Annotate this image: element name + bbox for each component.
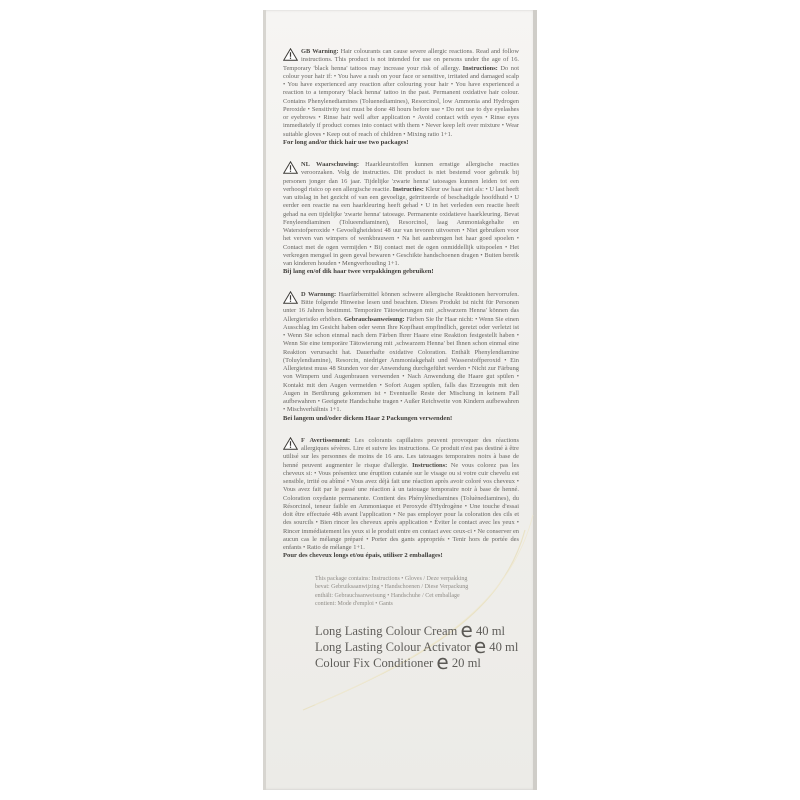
- warning-triangle-icon: [283, 291, 298, 304]
- estimated-sign: e: [460, 617, 473, 642]
- package-panel: [263, 10, 537, 790]
- product-list: [283, 617, 519, 674]
- language-code: GB: [301, 48, 311, 55]
- warning-section-d: [283, 291, 519, 423]
- product-name: Long Lasting Colour Cream: [315, 623, 458, 638]
- language-code: D: [301, 290, 306, 298]
- product-line: [315, 617, 519, 642]
- estimated-sign: e: [473, 633, 487, 658]
- warning-title: Avertissement:: [309, 436, 351, 444]
- warning-triangle-icon: [283, 437, 298, 450]
- warning-title: Waarschuwing:: [316, 161, 359, 169]
- warning-text: Les colorants capillaires peuvent provoquer des réactions allergiques sévères. Lire et suivre les instructions. Ce produit n'est pas destiné à être utilisé sur les personnes de moins de 16 ans. Les tatouages temporaires noirs à base de henné peuvent augmenter le risque d'allergie.: [283, 436, 519, 469]
- language-code: F: [301, 436, 305, 444]
- package-contents-line: contient: Mode d'emploi • Gants: [315, 601, 393, 608]
- panel-right-edge: [533, 10, 537, 790]
- product-volume: 40 ml: [475, 623, 506, 638]
- warnings-content: [283, 48, 519, 674]
- warning-section-nl: [283, 161, 519, 277]
- package-advice: For long and/or thick hair use two packages!: [283, 138, 409, 146]
- warning-paragraph: [283, 161, 519, 268]
- instructions-text: Do not colour your hair if: • You have a rash on your face or sensitive, irritated and damaged scalp • You have experienced any reaction after colouring your hair • You have experienced a reaction to a temporary 'black henna' tattoo in the past. Permanent oxidative hair colour. Contains Phenylenediamines (Toluenediamines), Resorcinol, low Ammonia and Hydrogen Peroxide • Sensitivity test must be done 48 hours before use • Do not use to dye eyelashes or eyebrows • Rinse hair well after application • Avoid contact with eyes • Rinse eyes immediately if product comes into contact with them • Never keep left over mixture • Wear suitable gloves • Keep out of reach of children • Mixing ratio 1+1.: [283, 64, 519, 138]
- instructions-title: Instructies:: [392, 185, 424, 193]
- package-contents: [283, 575, 519, 609]
- instructions-title: Instructions:: [412, 461, 448, 469]
- estimated-sign: e: [436, 649, 449, 674]
- instructions-text: Ne vous colorez pas les cheveux si: • Vous présentez une éruption cutanée sur le visage ou si votre cuir chevelu est sensible, irrité ou abîmé • Vous avez déjà fait une réaction après avoir coloré vos cheveux • Vous avez fait par le passé une réaction à un tatouage temporaire noir à base de henné. Coloration oxydante permanente. Contient des Phénylènediamines (Toluènediamines), du Résorcinol, teneur faible en Ammoniaque et Peroxyde d'Hydrogène • Une touche d'essai doit être effectuée 48h avant l'application • Ne pas employer pour la coloration des cils et des sourcils • Bien rincer les cheveux après application • Éviter le contact avec les yeux • Rincer immédiatement les yeux si le produit entre en contact avec ceux-ci • Ne conserver en aucun cas le mélange préparé • Porter des gants appropriés • Tenir hors de portée des enfants • Ratio de mélange 1+1.: [283, 461, 519, 552]
- warning-section-f: [283, 437, 519, 561]
- product-name: Colour Fix Conditioner: [315, 655, 434, 670]
- warning-triangle-icon: [283, 161, 298, 174]
- package-contents-line: enthält: Gebrauchsanweisung • Handschuhe / Cet emballage: [315, 592, 460, 599]
- package-contents-line: bevat: Gebruiksaanwijzing • Handschoenen / Diese Verpackung: [315, 584, 469, 591]
- instructions-text: Kleur uw haar niet als: • U last heeft van uitslag in het gezicht of van een gevoelige, geïrriteerde of beschadigde hoofdhuid • U eerder een reactie na een haarkleuring heeft gehad • U in het verleden een reactie heeft gehad na een tijdelijke 'zwarte henna' tatoeage. Permanente oxidatieve haarkleuring. Bevat Fenyleendiaminen (Tolueendiaminen), Resorcinol, laag Ammoniakgehalte en Waterstofperoxide • Gevoeligheidstest 48 uur van tevoren uitvoeren • Niet gebruiken voor het verven van wimpers of wenkbrauwen • Na het aanbrengen het haar goed spoelen • Contact met de ogen vermijden • Bij contact met de ogen onmiddellijk uitspoelen • Het verkregen mengsel in geen geval bewaren • Geschikte handschoenen dragen • Buiten bereik van kinderen houden • Mengverhouding 1+1.: [283, 185, 519, 268]
- product-volume: 20 ml: [451, 655, 481, 670]
- product-line: [315, 649, 519, 674]
- warning-text: Haarkleurstoffen kunnen ernstige allergische reacties veroorzaken. Volg de instructies. Dit product is niet bestemd voor gebruik bij personen jonger dan 16 jaar. Tijdelijke 'zwarte henna' tatoeages kunnen leiden tot een verhoogd risico op een allergische reactie.: [283, 161, 519, 193]
- warning-text: Haarfärbemittel können schwere allergische Reaktionen hervorrufen. Bitte folgende Hinweise lesen und beachten. Dieses Produkt ist nicht für Personen unter 16 Jahren bestimmt. Temporäre Tätowierungen mit ‚schwarzem Henna' können das Allergierisiko erhöhen.: [283, 290, 519, 323]
- warning-paragraph: [283, 48, 519, 139]
- instructions-title: Instructions:: [462, 64, 498, 72]
- product-volume: 40 ml: [489, 639, 519, 654]
- warning-title: Warnung:: [308, 290, 337, 298]
- warning-title: Warning:: [312, 48, 339, 55]
- instructions-text: Färben Sie Ihr Haar nicht: • Wenn Sie einen Ausschlag im Gesicht haben oder wenn Ihre Kopfhaut empfindlich, gereizt oder verletzt ist • Wenn Sie schon einmal nach dem Färben Ihrer Haare eine Reaktion festgestellt haben • Wenn Sie eine temporäre Tätowierung mit ‚schwarzem Henna' bei Ihnen schon einmal eine Reaktion verursacht hat. Dauerhafte oxidative Coloration. Enthält Phenylendiamine (Toluylendiamine), Resorcin, niedriger Ammoniakgehalt und Wasserstoffperoxid • Ein Allergietest muss 48 Stunden vor der Anwendung durchgeführt werden • Nicht zur Färbung von Wimpern und Augenbrauen verwenden • Nach Anwendung die Haare gut spülen • Kontakt mit den Augen vermeiden • Sofort Augen spülen, falls das Erzeugnis mit den Augen in Berührung gekommen ist • Eventuelle Reste der Mischung in keinem Fall aufbewahren • Geeignete Handschuhe tragen • Außer Reichweite von Kindern aufbewahren • Mischverhältnis 1+1.: [283, 315, 519, 414]
- instructions-title: Gebrauchsanweisung:: [343, 315, 405, 323]
- warning-paragraph: [283, 291, 519, 415]
- warning-paragraph: [283, 437, 519, 553]
- warning-triangle-icon: [283, 48, 298, 61]
- panel-left-edge: [263, 10, 266, 790]
- warning-section-gb: [283, 48, 519, 147]
- package-advice: Bij lang en/of dik haar twee verpakkingen gebruiken!: [283, 268, 434, 276]
- package-advice: Bei langem und/oder dickem Haar 2 Packungen verwenden!: [283, 414, 453, 422]
- warning-text: Hair colourants can cause severe allergic reactions. Read and follow instructions. This product is not intended for use on persons under the age of 16. Temporary 'black henna' tattoos may increase your risk of allergy.: [283, 48, 519, 72]
- product-line: [315, 633, 519, 658]
- package-advice: Pour des cheveux longs et/ou épais, utiliser 2 emballages!: [283, 552, 443, 560]
- language-code: NL: [301, 161, 310, 169]
- product-name: Long Lasting Colour Activator: [315, 639, 471, 654]
- package-contents-line: This package contains: Instructions • Gloves / Deze verpakking: [315, 575, 468, 582]
